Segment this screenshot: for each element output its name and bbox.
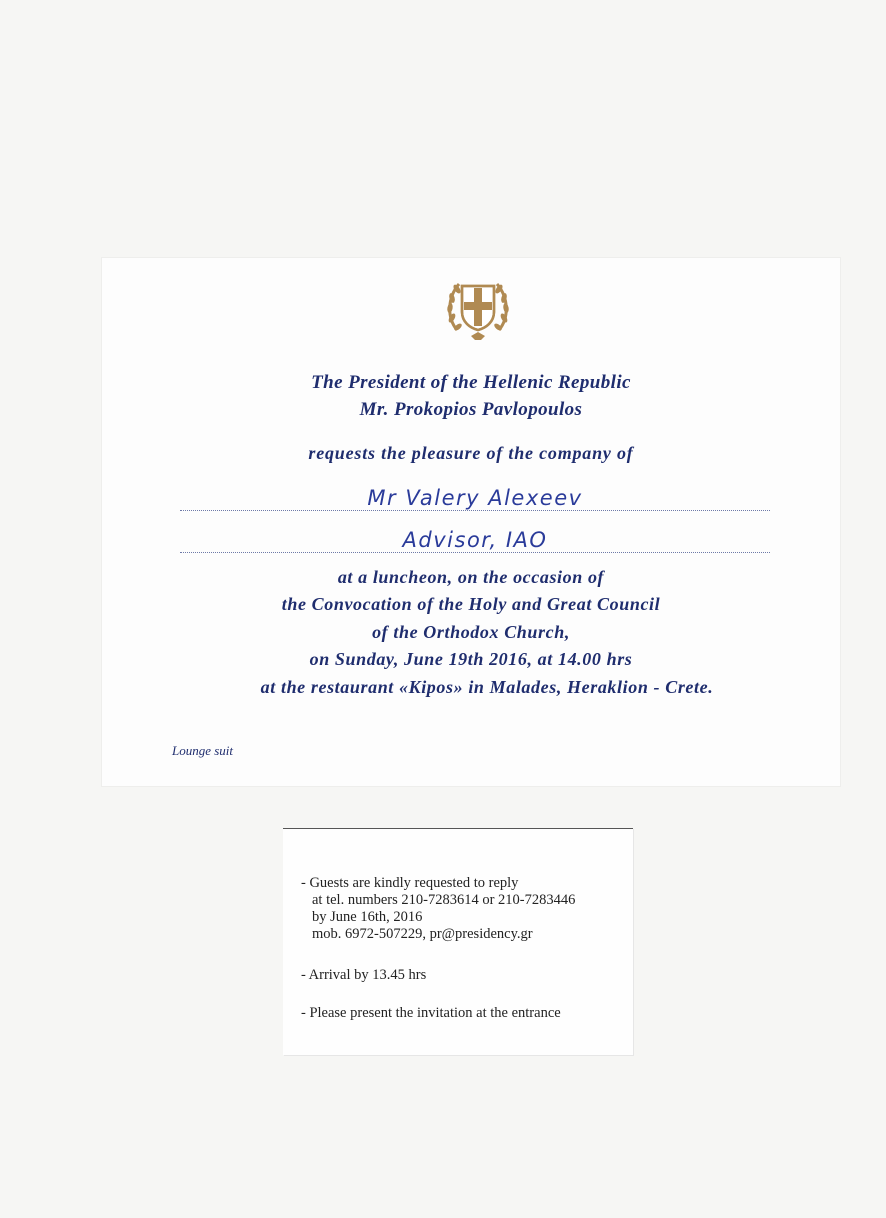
guest-title: Advisor, IAO xyxy=(402,528,548,552)
reply-instructions xyxy=(301,875,575,943)
arrival-time: - Arrival by 13.45 hrs xyxy=(301,967,427,983)
occasion-text: at a luncheon, on the occasion of xyxy=(337,567,605,587)
guest-title-line xyxy=(180,552,770,553)
entrance-note: - Please present the invitation at the entrance xyxy=(301,1005,561,1021)
coat-of-arms-icon xyxy=(443,272,513,346)
reply-card xyxy=(283,828,633,1055)
reply-line-1: - Guests are kindly requested to reply xyxy=(301,875,519,891)
dress-code: Lounge suit xyxy=(172,743,234,758)
request-text: requests the pleasure of the company of xyxy=(308,443,634,463)
reply-deadline: by June 16th, 2016 xyxy=(312,909,423,925)
event-venue: at the restaurant «Kipos» in Malades, Heraklion - Crete. xyxy=(260,677,714,697)
reply-phone-numbers: at tel. numbers 210-7283614 or 210-7283446 xyxy=(312,892,576,908)
guest-name: Mr Valery Alexeev xyxy=(367,486,583,510)
event-datetime: on Sunday, June 19th 2016, at 14.00 hrs xyxy=(309,649,633,669)
guest-name-line xyxy=(180,510,770,511)
host-title: The President of the Hellenic Republic xyxy=(311,372,631,393)
host-name: Mr. Prokopios Pavlopoulos xyxy=(359,399,583,420)
occasion-church: of the Orthodox Church, xyxy=(372,622,570,642)
occasion-event: the Convocation of the Holy and Great Council xyxy=(281,594,661,614)
reply-mobile-email: mob. 6972-507229, pr@presidency.gr xyxy=(312,926,533,942)
